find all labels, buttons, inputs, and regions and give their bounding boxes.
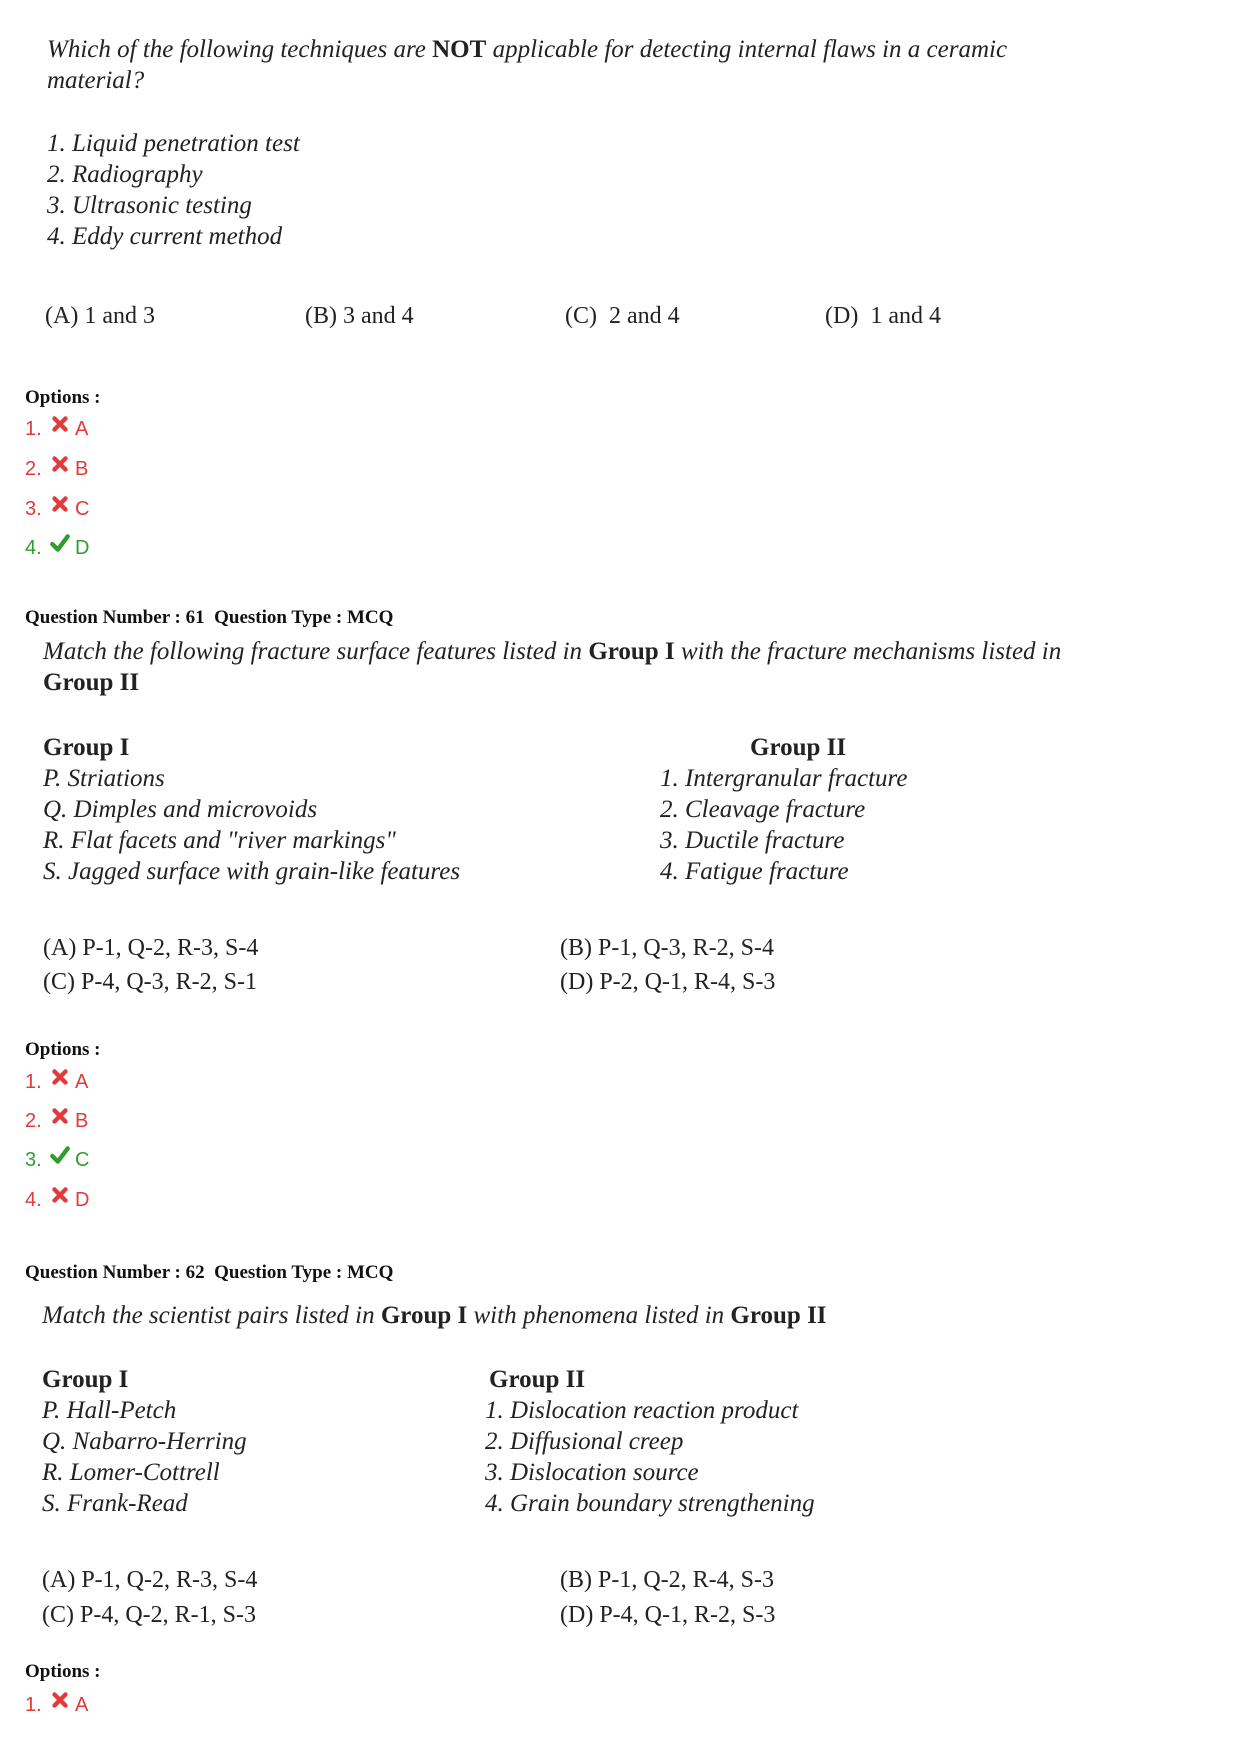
- cross-icon: [49, 1105, 71, 1127]
- q61-group1: [43, 732, 460, 887]
- list-item: 3. Ultrasonic testing: [47, 192, 252, 219]
- list-item: R. Lomer-Cottrell: [42, 1459, 220, 1486]
- q62-group2: [485, 1364, 815, 1519]
- q60-item-list: [47, 128, 300, 252]
- cross-icon: [49, 493, 71, 515]
- list-item: 4. Fatigue fracture: [660, 858, 849, 885]
- q62-choice-d: (D) P-4, Q-1, R-2, S-3: [560, 1602, 776, 1628]
- q61-choice-c: (C) P-4, Q-3, R-2, S-1: [43, 969, 257, 995]
- q61-option-3[interactable]: 3. C: [25, 1145, 89, 1175]
- group-title: Group I: [42, 1366, 129, 1393]
- list-item: 2. Diffusional creep: [485, 1428, 684, 1455]
- list-item: R. Flat facets and "river markings": [43, 827, 396, 854]
- q60-choice-b: (B) 3 and 4: [305, 303, 414, 329]
- q60-option-4[interactable]: 4. D: [25, 533, 89, 563]
- q60-options-label: Options :: [25, 387, 101, 408]
- cross-icon: [49, 1184, 71, 1206]
- list-item: 4. Eddy current method: [47, 223, 283, 250]
- q61-choice-b: (B) P-1, Q-3, R-2, S-4: [560, 935, 774, 961]
- q60-choice-d: (D) 1 and 4: [825, 303, 941, 329]
- q61-option-1[interactable]: 1. A: [25, 1067, 88, 1097]
- check-icon: [49, 1144, 71, 1166]
- q61-option-2[interactable]: 2. B: [25, 1106, 88, 1136]
- list-item: S. Jagged surface with grain-like features: [43, 858, 461, 885]
- list-item: P. Striations: [43, 765, 165, 792]
- q60-option-1[interactable]: 1. A: [25, 414, 88, 444]
- list-item: 2. Radiography: [47, 161, 203, 188]
- list-item: 3. Dislocation source: [485, 1459, 699, 1486]
- q62-group1: [42, 1364, 247, 1519]
- list-item: 1. Dislocation reaction product: [485, 1397, 799, 1424]
- cross-icon: [49, 1066, 71, 1088]
- q60-choice-c: (C) 2 and 4: [565, 303, 680, 329]
- q62-choice-c: (C) P-4, Q-2, R-1, S-3: [42, 1602, 256, 1628]
- q60-question-text: Which of the following techniques are NOT applicable for detecting internal flaws in a ceramic material?: [47, 36, 1008, 94]
- q62-choice-b: (B) P-1, Q-2, R-4, S-3: [560, 1567, 774, 1593]
- q61-options-label: Options :: [25, 1039, 101, 1060]
- cross-icon: [49, 413, 71, 435]
- q62-options-label: Options :: [25, 1661, 101, 1682]
- list-item: P. Hall-Petch: [42, 1397, 177, 1424]
- q61-group2: [660, 732, 907, 887]
- list-item: Q. Dimples and microvoids: [43, 796, 318, 823]
- q61-choice-a: (A) P-1, Q-2, R-3, S-4: [43, 935, 259, 961]
- q62-choice-a: (A) P-1, Q-2, R-3, S-4: [42, 1567, 258, 1593]
- q61-option-4[interactable]: 4. D: [25, 1185, 89, 1215]
- cross-icon: [49, 1689, 71, 1711]
- group-title: Group II: [750, 734, 847, 761]
- check-icon: [49, 532, 71, 554]
- group-title: Group I: [43, 734, 130, 761]
- q61-choice-d: (D) P-2, Q-1, R-4, S-3: [560, 969, 776, 995]
- list-item: 3. Ductile fracture: [660, 827, 845, 854]
- q62-header: Question Number : 62 Question Type : MCQ: [25, 1262, 394, 1283]
- list-item: S. Frank-Read: [42, 1490, 188, 1517]
- list-item: 2. Cleavage fracture: [660, 796, 866, 823]
- q60-option-2[interactable]: 2. B: [25, 454, 88, 484]
- list-item: Q. Nabarro-Herring: [42, 1428, 247, 1455]
- q61-header: Question Number : 61 Question Type : MCQ: [25, 607, 394, 628]
- group-title: Group II: [489, 1366, 586, 1393]
- q60-option-3[interactable]: 3. C: [25, 494, 89, 524]
- cross-icon: [49, 453, 71, 475]
- list-item: 1. Liquid penetration test: [47, 130, 300, 157]
- q62-option-1[interactable]: 1. A: [25, 1690, 88, 1720]
- list-item: 4. Grain boundary strengthening: [485, 1490, 815, 1517]
- list-item: 1. Intergranular fracture: [660, 765, 908, 792]
- q62-question-text: Match the scientist pairs listed in Group I with phenomena listed in Group II: [42, 1302, 827, 1329]
- q60-choice-a: (A) 1 and 3: [45, 303, 155, 329]
- q61-question-text: Match the following fracture surface features listed in Group I with the fracture mechanisms listed in Group II: [43, 638, 1062, 696]
